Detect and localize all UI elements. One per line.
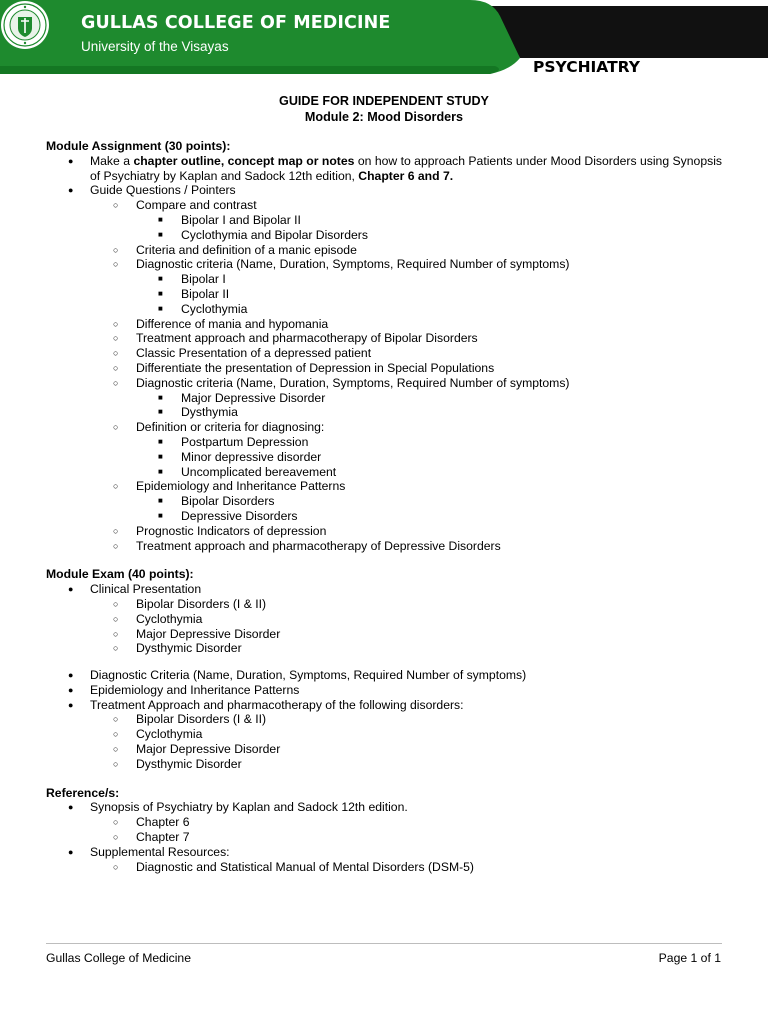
list-item: ● Epidemiology and Inheritance Patterns	[68, 682, 300, 697]
circle-bullet-icon: ○	[113, 422, 119, 433]
circle-bullet-icon: ○	[113, 729, 119, 740]
list-item: ■ Dysthymia	[158, 405, 238, 420]
list-item: ○ Difference of mania and hypomania	[113, 316, 329, 331]
list-item: ○ Definition or criteria for diagnosing:	[113, 420, 325, 435]
spacer	[46, 772, 722, 786]
list-item: ○ Bipolar Disorders (I & II)	[113, 596, 267, 611]
list-item: ■ Bipolar Disorders	[158, 494, 275, 509]
circle-bullet-icon: ○	[113, 318, 119, 329]
college-name: GULLAS COLLEGE OF MEDICINE	[81, 13, 391, 33]
bullet-icon: ●	[68, 670, 74, 681]
square-bullet-icon: ■	[158, 436, 163, 446]
list-item: ■ Major Depressive Disorder	[158, 390, 326, 405]
circle-bullet-icon: ○	[113, 613, 119, 624]
bullet-icon: ●	[68, 584, 74, 595]
circle-bullet-icon: ○	[113, 481, 119, 492]
square-bullet-icon: ■	[158, 496, 163, 506]
list-item: ○ Chapter 7	[113, 830, 190, 845]
circle-bullet-icon: ○	[113, 628, 119, 639]
list-item: ■ Bipolar I and Bipolar II	[158, 212, 301, 227]
circle-bullet-icon: ○	[113, 643, 119, 654]
square-bullet-icon: ■	[158, 510, 163, 520]
circle-bullet-icon: ○	[113, 244, 119, 255]
square-bullet-icon: ■	[158, 229, 163, 239]
list-item: ○ Differentiate the presentation of Depression in Special Populations	[113, 360, 495, 375]
list-item: ● Guide Questions / Pointers	[68, 183, 236, 198]
list-item: ○ Treatment approach and pharmacotherapy of Depressive Disorders	[113, 538, 501, 553]
list-item: ○ Major Depressive Disorder	[113, 742, 281, 757]
exam-heading: Module Exam (40 points):	[46, 567, 194, 582]
circle-bullet-icon: ○	[113, 744, 119, 755]
square-bullet-icon: ■	[158, 466, 163, 476]
circle-bullet-icon: ○	[113, 598, 119, 609]
college-seal-logo	[0, 0, 50, 50]
bullet-icon: ●	[68, 684, 74, 695]
circle-bullet-icon: ○	[113, 714, 119, 725]
list-item: ● Synopsis of Psychiatry by Kaplan and Sadock 12th edition.	[68, 800, 408, 815]
list-item: ○ Dysthymic Disorder	[113, 756, 242, 771]
circle-bullet-icon: ○	[113, 200, 119, 211]
square-bullet-icon: ■	[158, 407, 163, 417]
list-item: ○ Diagnostic and Statistical Manual of Mental Disorders (DSM-5)	[113, 859, 474, 874]
square-bullet-icon: ■	[158, 214, 163, 224]
list-item: ○ Dysthymic Disorder	[113, 641, 242, 656]
square-bullet-icon: ■	[158, 451, 163, 461]
circle-bullet-icon: ○	[113, 758, 119, 769]
list-item: ● Clinical Presentation	[68, 582, 202, 597]
list-item: ○ Chapter 6	[113, 815, 190, 830]
bullet-icon: ●	[68, 846, 74, 857]
spacer	[46, 656, 722, 668]
footer-college-name: Gullas College of Medicine	[46, 951, 191, 965]
circle-bullet-icon: ○	[113, 259, 119, 270]
list-item: ■ Cyclothymia	[158, 301, 248, 316]
list-item: ■ Uncomplicated bereavement	[158, 464, 337, 479]
assignment-heading: Module Assignment (30 points):	[46, 139, 231, 153]
list-item: ○ Treatment approach and pharmacotherapy of Bipolar Disorders	[113, 331, 478, 346]
document-title: GUIDE FOR INDEPENDENT STUDY	[279, 94, 489, 108]
list-item: ■ Postpartum Depression	[158, 434, 309, 449]
footer-page-number: Page 1 of 1	[658, 951, 721, 965]
circle-bullet-icon: ○	[113, 348, 119, 359]
list-item: ■ Cyclothymia and Bipolar Disorders	[158, 227, 368, 242]
list-item: ○ Bipolar Disorders (I & II)	[113, 712, 267, 727]
list-item: ■ Depressive Disorders	[158, 508, 298, 523]
list-item: ■ Minor depressive disorder	[158, 449, 322, 464]
list-item: ■ Bipolar II	[158, 286, 230, 301]
list-item: ○ Compare and contrast	[113, 198, 257, 213]
bullet-icon: ●	[68, 802, 74, 813]
list-item: ● Diagnostic Criteria (Name, Duration, Symptoms, Required Number of symptoms)	[68, 668, 527, 683]
square-bullet-icon: ■	[158, 274, 163, 284]
circle-bullet-icon: ○	[113, 832, 119, 843]
bullet-icon: ●	[68, 699, 74, 710]
square-bullet-icon: ■	[158, 288, 163, 298]
circle-bullet-icon: ○	[113, 817, 119, 828]
list-item: ○ Criteria and definition of a manic episode	[113, 242, 357, 257]
circle-bullet-icon: ○	[113, 525, 119, 536]
circle-bullet-icon: ○	[113, 861, 119, 872]
square-bullet-icon: ■	[158, 392, 163, 402]
list-item: ○ Major Depressive Disorder	[113, 626, 281, 641]
list-item: ● Treatment Approach and pharmacotherapy of the following disorders:	[68, 697, 464, 712]
footer-divider	[46, 943, 722, 944]
banner-shapes	[0, 0, 768, 75]
bullet-icon: ●	[68, 155, 74, 166]
bullet-icon: ●	[68, 185, 74, 196]
square-bullet-icon: ■	[158, 303, 163, 313]
university-name: University of the Visayas	[81, 39, 229, 54]
circle-bullet-icon: ○	[113, 377, 119, 388]
document-body	[46, 139, 722, 874]
list-item: ○ Diagnostic criteria (Name, Duration, Symptoms, Required Number of symptoms)	[113, 257, 570, 272]
module-title: Module 2: Mood Disorders	[304, 110, 464, 124]
list-item: ○ Diagnostic criteria (Name, Duration, Symptoms, Required Number of symptoms)	[113, 375, 570, 390]
list-item: ● Make a chapter outline, concept map or notes on how to approach Patients under Mood Disorders using Synopsis of Psychiatry by Kaplan and Sadock 12th edition, Chapter 6 and 7.	[68, 153, 722, 183]
circle-bullet-icon: ○	[113, 540, 119, 551]
list-item: ■ Bipolar I	[158, 272, 226, 287]
spacer	[46, 553, 722, 567]
list-item: ○ Prognostic Indicators of depression	[113, 523, 327, 538]
header-banner	[0, 0, 768, 75]
list-item: ○ Cyclothymia	[113, 611, 203, 626]
list-item: ○ Cyclothymia	[113, 727, 203, 742]
list-item: ● Supplemental Resources:	[68, 844, 230, 859]
circle-bullet-icon: ○	[113, 333, 119, 344]
list-item: ○ Epidemiology and Inheritance Patterns	[113, 479, 346, 494]
list-item: ○ Classic Presentation of a depressed patient	[113, 346, 372, 361]
references-heading: Reference/s:	[46, 785, 120, 800]
department-title: PSYCHIATRY	[533, 58, 640, 76]
circle-bullet-icon: ○	[113, 362, 119, 373]
